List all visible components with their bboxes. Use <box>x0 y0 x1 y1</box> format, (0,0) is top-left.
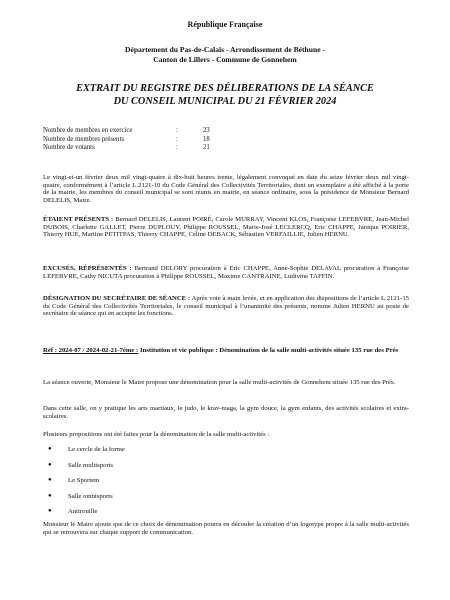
stat-value: 21 <box>203 144 210 152</box>
stat-value: 18 <box>203 135 210 143</box>
reference-code: Réf : 2024-07 / 2024-02-21-7ème : <box>43 347 139 354</box>
secretary-text: Après vote à main levée, et en application des dispositions de l’article L.2121-15 du Code Général des Collectivités Territoriales, le conseil municipal à l’unanimité des présents, nomme Julien HERNU au poste de secrétaire de séance qui en accepte les fonctions. <box>43 295 410 318</box>
excuses-text: Bertrand DELORY procuration à Eric CHAPPE, Anne-Sophie DELAVAL procuration à Françoise LEFEBVRE, Cathy NICUTA procuration à Philippe ROUSSEL, Maxime CANTRAINE, Ludivine TAFFIN. <box>43 265 410 280</box>
canton-line: Canton de Lillers - Commune de Gonnehem <box>153 55 297 64</box>
title-line-1: EXTRAIT DU REGISTRE DES DÉLIBERATIONS DE LA SÉANCE <box>76 83 374 94</box>
proposal-label: Salle multisports <box>68 461 114 469</box>
document-title <box>0 82 450 108</box>
presents-text: Bernard DELELIS, Laurent POIRÉ, Carole MURRAY, Vincent KLOS, Françoise LEFEBVRE, Jean-Michel DUBOIS, Charlette GALLET, Pierre DUPLOUY, Philippe ROUSSEL, Marie-José LECLERCQ, Eric CHAPPE, Janique POIRIER, Thierry HUE, Martine PETITPAS, Thierry CHAPPE, Céline DEBACK, Sébastien VERFAILLIE, Julien HERNU. <box>43 216 409 239</box>
bullet-icon: ● <box>48 446 52 452</box>
intro-paragraph: Le vingt-et-un février deux mil vingt-quatre à dix-huit heures trente, légalement convoqué en date du seize février deux mil vingt-quatre, conformément à l’article L.2121-10 du Code Général des Collectivités Territoriales, dont un exemplaire a été affiché à la porte de la mairie, les membres du conseil municipal se sont réunis en mairie, en séance ordinaire, sous la présidence de Monsieur Bernard DELELIS, Maire. <box>43 174 409 204</box>
stat-value: 23 <box>203 127 210 134</box>
bullet-icon: ● <box>48 477 52 483</box>
bullet-icon: ● <box>48 461 52 468</box>
reference-heading <box>43 347 409 355</box>
stat-label: Nombre de membres présents <box>43 135 124 143</box>
member-stats <box>43 127 243 153</box>
stat-row-votants <box>43 144 243 153</box>
body-paragraph-1: La séance ouverte, Monsieur le Maire propose une dénomination pour la salle multi-activités de Gonnehem située 135 rue des Prés. <box>43 379 396 386</box>
department-header <box>0 45 450 65</box>
presents-label: ÉTAIENT PRÉSENTS : <box>43 216 114 223</box>
body-paragraph-2: Dans cette salle, on y pratique les arts martiaux, le judo, le krav-maga, la gym douce, la gym enfants, des activités scolaires et extra-scolaires. <box>43 405 409 420</box>
stat-colon: : <box>176 135 178 143</box>
proposal-label: Le Sportem <box>68 477 100 484</box>
proposal-label: Salle omnisports <box>68 492 113 500</box>
proposal-label: Le cercle de la forme <box>68 446 125 453</box>
body-paragraph-4: Monsieur le Maire ajoute que de ce choix de dénomination pourra en découler la création d’un logotype propre à la salle multi-activités qui se retrouvera sur chaque support de communication. <box>43 521 409 536</box>
secretary-paragraph <box>43 295 409 318</box>
stat-colon: : <box>176 144 178 152</box>
excuses-label: EXCUSÉS, RÉPRÉSENTÉS : <box>43 265 132 272</box>
proposal-label: Antirouille <box>68 508 98 515</box>
bullet-icon: ● <box>48 508 52 514</box>
bullet-icon: ● <box>48 492 52 499</box>
stat-colon: : <box>176 127 178 134</box>
stat-row-exercice <box>43 127 243 136</box>
department-line: Département du Pas-de-Calais - Arrondissement de Béthune - <box>124 45 326 54</box>
reference-subject: Institution et vie publique : Dénomination de la salle multi-activités située 135 rue des Prés <box>138 347 399 354</box>
title-line-2: DU CONSEIL MUNICIPAL DU 21 FÉVRIER 2024 <box>113 96 337 107</box>
presents-paragraph <box>43 216 409 239</box>
republique-heading: République Française <box>187 20 263 29</box>
body-paragraph-3: Plusieurs propositions ont été faites pour la dénomination de la salle multi-activités : <box>43 431 270 438</box>
stat-label: Nombre de membres en exercice <box>43 127 133 134</box>
excuses-paragraph <box>43 265 409 280</box>
stat-label: Nombre de votants <box>43 144 95 152</box>
secretary-label: DÉSIGNATION DU SECRÉTAIRE DE SÉANCE : <box>43 295 191 302</box>
stat-row-presents <box>43 136 243 145</box>
